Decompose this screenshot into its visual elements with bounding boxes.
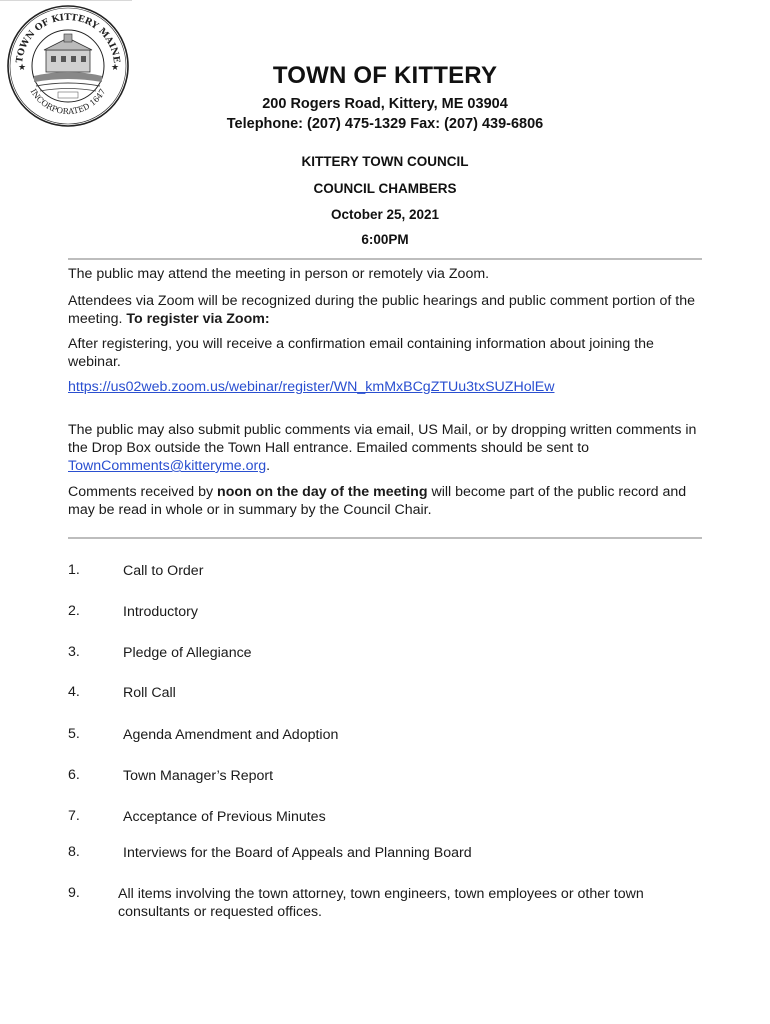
meeting-date: October 25, 2021 xyxy=(330,207,440,222)
agenda-number: 6. xyxy=(68,767,80,783)
notice-attend: The public may attend the meeting in person or remotely via Zoom. xyxy=(68,266,490,282)
zoom-link-line xyxy=(68,378,708,396)
agenda-item: Town Manager’s Report xyxy=(123,768,274,784)
svg-text:INCORPORATED 1647: INCORPORATED 1647 xyxy=(28,87,108,117)
agenda-item: Pledge of Allegiance xyxy=(123,645,252,661)
zoom-registration-link[interactable]: https://us02web.zoom.us/webinar/register/WN_kmMxBCgZTUu3txSUZHolEw xyxy=(68,379,555,395)
agenda-number: 5. xyxy=(68,726,80,742)
meeting-time: 6:00PM xyxy=(361,232,409,247)
notice-comments xyxy=(68,421,708,475)
agenda-item: Interviews for the Board of Appeals and Planning Board xyxy=(123,845,472,861)
svg-text:TOWN OF KITTERY MAINE: TOWN OF KITTERY MAINE xyxy=(15,12,121,64)
council-name: KITTERY TOWN COUNCIL xyxy=(301,154,469,169)
notice-comments-text: The public may also submit public comments via email, US Mail, or by dropping written comments in the Drop Box outside the Town Hall entrance. Emailed comments should be sent to xyxy=(68,422,697,456)
notice-register-label: To register via Zoom: xyxy=(126,311,270,327)
agenda-number: 8. xyxy=(68,844,80,860)
agenda-item: Agenda Amendment and Adoption xyxy=(123,727,339,743)
comments-email-link[interactable]: TownComments@kitteryme.org xyxy=(68,458,267,474)
agenda-number: 2. xyxy=(68,603,80,619)
notice-zoom-recognition xyxy=(68,292,708,328)
notice-deadline-bold: noon on the day of the meeting xyxy=(217,484,428,500)
agenda-item: All items involving the town attorney, town engineers, town employees or other town consultants or requested offices. xyxy=(118,886,644,920)
divider-top xyxy=(68,258,702,260)
agenda-number: 9. xyxy=(68,885,80,901)
agenda-item: Roll Call xyxy=(123,685,176,701)
notice-comments-period: . xyxy=(266,458,271,474)
notice-after-register: After registering, you will receive a confirmation email containing information about joining the webinar. xyxy=(68,336,654,370)
seal-border xyxy=(0,0,132,1)
svg-text:★: ★ xyxy=(111,63,120,73)
notice-deadline-start: Comments received by xyxy=(68,484,214,500)
page-title: TOWN OF KITTERY xyxy=(272,62,498,89)
svg-text:★: ★ xyxy=(18,63,27,73)
address: 200 Rogers Road, Kittery, ME 03904 xyxy=(262,96,508,112)
notice-zoom-text: Attendees via Zoom will be recognized during the public hearings and public comment portion of the meeting. xyxy=(68,293,695,327)
agenda-number: 3. xyxy=(68,644,80,660)
notice-deadline xyxy=(68,483,708,519)
phone-fax: Telephone: (207) 475-1329 Fax: (207) 439-6806 xyxy=(226,116,544,132)
agenda-item: Acceptance of Previous Minutes xyxy=(123,809,326,825)
divider-bottom xyxy=(68,537,702,539)
agenda-number: 7. xyxy=(68,808,80,824)
agenda-number: 4. xyxy=(68,684,80,700)
agenda-item: Call to Order xyxy=(123,563,204,579)
notice-deadline-end: will become part of the public record and may be read in whole or in summary by the Council Chair. xyxy=(68,484,687,518)
meeting-location: COUNCIL CHAMBERS xyxy=(313,181,457,196)
agenda-item: Introductory xyxy=(123,604,198,620)
agenda-number: 1. xyxy=(68,562,80,578)
